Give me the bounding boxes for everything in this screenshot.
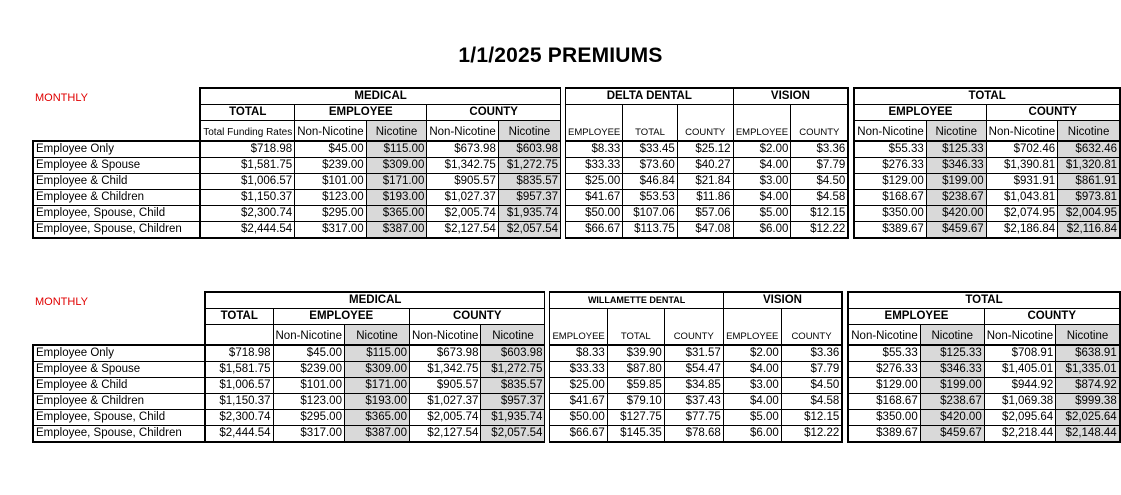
value-cell: $66.67 [550,426,607,443]
value-cell: $1,320.81 [1058,158,1120,174]
group-vision: VISION [733,88,848,105]
value-cell: $2,444.54 [205,426,273,443]
row-label: Employee & Spouse [33,158,200,174]
value-cell: $387.00 [366,222,427,239]
value-cell: $46.84 [623,174,678,190]
value-cell: $673.98 [427,141,498,158]
value-cell: $45.00 [273,345,344,362]
value-cell: $4.00 [723,394,781,410]
dental-total-header: TOTAL [607,309,664,346]
value-cell: $129.00 [848,378,920,394]
value-cell: $171.00 [366,174,427,190]
value-cell: $276.33 [854,158,926,174]
value-cell: $459.67 [926,222,986,239]
value-cell: $365.00 [344,410,409,426]
value-cell: $638.91 [1056,345,1120,362]
value-cell: $2,057.54 [481,426,545,443]
sub-total-county: COUNTY [984,309,1119,325]
value-cell: $295.00 [295,206,366,222]
value-cell: $4.00 [723,362,781,378]
premium-table-1 [32,87,1121,239]
row-label: Employee & Children [33,394,205,410]
value-cell: $2.00 [723,345,781,362]
value-cell: $77.75 [664,410,723,426]
value-cell: $238.67 [926,190,986,206]
monthly-label-2: MONTHLY [35,296,88,308]
value-cell: $31.57 [664,345,723,362]
vision-county-header: COUNTY [781,309,842,346]
value-cell: $3.36 [791,141,848,158]
group-total: TOTAL [848,292,1119,309]
value-cell: $21.84 [677,174,733,190]
value-cell: $1,272.75 [481,362,545,378]
table-row [33,158,1120,174]
value-cell: $973.81 [1058,190,1120,206]
row-label: Employee, Spouse, Child [33,410,205,426]
value-cell: $2,127.54 [427,222,498,239]
value-cell: $1,390.81 [986,158,1057,174]
group-medical: MEDICAL [200,88,560,105]
value-cell: $41.67 [566,190,623,206]
value-cell: $59.85 [607,378,664,394]
value-cell: $632.46 [1058,141,1120,158]
value-cell: $101.00 [273,378,344,394]
value-cell: $12.22 [791,222,848,239]
value-cell: $55.33 [848,345,920,362]
value-cell: $55.33 [854,141,926,158]
sub-employee: EMPLOYEE [295,105,427,121]
corner-blank [33,121,200,142]
sub-total: TOTAL [200,105,294,121]
row-label: Employee & Child [33,174,200,190]
value-cell: $1,150.37 [200,190,294,206]
gap [545,325,550,346]
value-cell: $239.00 [295,158,366,174]
value-cell: $4.00 [733,158,791,174]
dental-county-header: COUNTY [664,309,723,346]
value-cell: $33.33 [566,158,623,174]
total-cty-nicotine-header: Nicotine [1058,121,1120,142]
value-cell: $8.33 [566,141,623,158]
value-cell: $350.00 [854,206,926,222]
value-cell: $66.67 [566,222,623,239]
value-cell: $25.12 [677,141,733,158]
value-cell: $365.00 [366,206,427,222]
value-cell: $107.06 [623,206,678,222]
emp-non-nicotine-header: Non-Nicotine [273,325,344,346]
table-row [33,362,1120,378]
corner-blank [33,105,200,121]
total-emp-non-nicotine-header: Non-Nicotine [848,325,920,346]
value-cell: $78.68 [664,426,723,443]
value-cell: $25.00 [550,378,607,394]
cty-non-nicotine-header: Non-Nicotine [427,121,498,142]
value-cell: $1,335.01 [1056,362,1120,378]
value-cell: $999.38 [1056,394,1120,410]
value-cell: $57.06 [677,206,733,222]
value-cell: $40.27 [677,158,733,174]
value-cell: $1,272.75 [498,158,560,174]
value-cell: $2,095.64 [984,410,1055,426]
sub-total-county: COUNTY [986,105,1120,121]
premium-table-2 [32,291,1121,443]
table-row [33,174,1120,190]
sub-county: COUNTY [409,309,544,325]
row-label: Employee & Children [33,190,200,206]
value-cell: $6.00 [723,426,781,443]
value-cell: $387.00 [344,426,409,443]
total-emp-nicotine-header: Nicotine [920,325,984,346]
corner-blank [33,292,205,309]
table-row [33,378,1120,394]
value-cell: $6.00 [733,222,791,239]
cty-non-nicotine-header: Non-Nicotine [409,325,480,346]
vision-county-header: COUNTY [791,105,848,142]
value-cell: $45.00 [295,141,366,158]
value-cell: $3.00 [723,378,781,394]
value-cell: $1,006.57 [200,174,294,190]
value-cell: $127.75 [607,410,664,426]
table-row [33,141,1120,158]
monthly-label-1: MONTHLY [35,92,88,104]
value-cell: $1,342.75 [409,362,480,378]
value-cell: $420.00 [926,206,986,222]
value-cell: $123.00 [273,394,344,410]
cty-nicotine-header: Nicotine [481,325,545,346]
value-cell: $718.98 [205,345,273,362]
value-cell: $276.33 [848,362,920,378]
group-total: TOTAL [854,88,1120,105]
emp-nicotine-header: Nicotine [344,325,409,346]
table-row [33,206,1120,222]
value-cell: $238.67 [920,394,984,410]
value-cell: $2,074.95 [986,206,1057,222]
value-cell: $199.00 [920,378,984,394]
value-cell: $1,006.57 [205,378,273,394]
group-vision: VISION [723,292,842,309]
total-emp-non-nicotine-header: Non-Nicotine [854,121,926,142]
value-cell: $1,581.75 [200,158,294,174]
value-cell: $129.00 [854,174,926,190]
value-cell: $2,025.64 [1056,410,1120,426]
emp-non-nicotine-header: Non-Nicotine [295,121,366,142]
value-cell: $1,405.01 [984,362,1055,378]
value-cell: $168.67 [848,394,920,410]
value-cell: $39.90 [607,345,664,362]
value-cell: $41.67 [550,394,607,410]
value-cell: $12.15 [791,206,848,222]
row-label: Employee, Spouse, Child [33,206,200,222]
table-row [33,190,1120,206]
table-row [33,426,1120,443]
dental-total-header: TOTAL [623,105,678,142]
gap [561,121,566,142]
value-cell: $1,935.74 [481,410,545,426]
corner-blank [33,325,205,346]
value-cell: $874.92 [1056,378,1120,394]
row-label: Employee Only [33,345,205,362]
total-cty-non-nicotine-header: Non-Nicotine [986,121,1057,142]
page-title: 1/1/2025 PREMIUMS [458,44,663,67]
value-cell: $2,300.74 [200,206,294,222]
value-cell: $53.53 [623,190,678,206]
dental-employee-header: EMPLOYEE [550,309,607,346]
value-cell: $87.80 [607,362,664,378]
value-cell: $835.57 [498,174,560,190]
group-medical: MEDICAL [205,292,545,309]
value-cell: $37.43 [664,394,723,410]
dental-county-header: COUNTY [677,105,733,142]
value-cell: $1,581.75 [205,362,273,378]
value-cell: $2,186.84 [986,222,1057,239]
value-cell: $4.00 [733,190,791,206]
value-cell: $905.57 [409,378,480,394]
sub-total: TOTAL [205,309,273,325]
table-row [33,345,1120,362]
value-cell: $199.00 [926,174,986,190]
value-cell: $2.00 [733,141,791,158]
value-cell: $7.79 [791,158,848,174]
value-cell: $389.67 [854,222,926,239]
value-cell: $2,218.44 [984,426,1055,443]
value-cell: $1,027.37 [427,190,498,206]
value-cell: $145.35 [607,426,664,443]
dental-employee-header: EMPLOYEE [566,105,623,142]
value-cell: $673.98 [409,345,480,362]
value-cell: $4.58 [791,190,848,206]
value-cell: $8.33 [550,345,607,362]
value-cell: $7.79 [781,362,842,378]
value-cell: $905.57 [427,174,498,190]
value-cell: $73.60 [623,158,678,174]
value-cell: $79.10 [607,394,664,410]
value-cell: $193.00 [344,394,409,410]
value-cell: $3.00 [733,174,791,190]
value-cell: $11.86 [677,190,733,206]
sub-county: COUNTY [427,105,561,121]
value-cell: $125.33 [926,141,986,158]
value-cell: $1,150.37 [205,394,273,410]
value-cell: $50.00 [566,206,623,222]
value-cell: $33.45 [623,141,678,158]
value-cell: $2,004.95 [1058,206,1120,222]
value-cell: $1,043.81 [986,190,1057,206]
value-cell: $47.08 [677,222,733,239]
row-label: Employee & Spouse [33,362,205,378]
value-cell: $193.00 [366,190,427,206]
value-cell: $4.58 [781,394,842,410]
total-emp-nicotine-header: Nicotine [926,121,986,142]
value-cell: $12.22 [781,426,842,443]
total-cty-nicotine-header: Nicotine [1056,325,1120,346]
value-cell: $115.00 [366,141,427,158]
value-cell: $239.00 [273,362,344,378]
cty-nicotine-header: Nicotine [498,121,560,142]
value-cell: $346.33 [926,158,986,174]
value-cell: $25.00 [566,174,623,190]
vision-employee-header: EMPLOYEE [733,105,791,142]
value-cell: $1,027.37 [409,394,480,410]
value-cell: $944.92 [984,378,1055,394]
value-cell: $861.91 [1058,174,1120,190]
value-cell: $1,935.74 [498,206,560,222]
value-cell: $420.00 [920,410,984,426]
vision-employee-header: EMPLOYEE [723,309,781,346]
value-cell: $2,116.84 [1058,222,1120,239]
value-cell: $317.00 [295,222,366,239]
corner-blank [33,309,205,325]
value-cell: $603.98 [481,345,545,362]
value-cell: $4.50 [781,378,842,394]
value-cell: $309.00 [366,158,427,174]
total-cty-non-nicotine-header: Non-Nicotine [984,325,1055,346]
value-cell: $4.50 [791,174,848,190]
sub-total-employee: EMPLOYEE [854,105,986,121]
value-cell: $2,444.54 [200,222,294,239]
value-cell: $33.33 [550,362,607,378]
row-label: Employee Only [33,141,200,158]
value-cell: $2,005.74 [409,410,480,426]
value-cell: $708.91 [984,345,1055,362]
corner-blank [33,88,200,105]
value-cell: $2,148.44 [1056,426,1120,443]
value-cell: $957.37 [481,394,545,410]
funding-header: Total Funding Rates [200,121,294,142]
value-cell: $125.33 [920,345,984,362]
value-cell: $113.75 [623,222,678,239]
value-cell: $459.67 [920,426,984,443]
value-cell: $2,300.74 [205,410,273,426]
group-dental: WILLAMETTE DENTAL [550,292,723,309]
value-cell: $718.98 [200,141,294,158]
value-cell: $115.00 [344,345,409,362]
table-row [33,394,1120,410]
value-cell: $5.00 [733,206,791,222]
value-cell: $101.00 [295,174,366,190]
value-cell: $931.91 [986,174,1057,190]
value-cell: $957.37 [498,190,560,206]
value-cell: $835.57 [481,378,545,394]
value-cell: $5.00 [723,410,781,426]
value-cell: $389.67 [848,426,920,443]
value-cell: $317.00 [273,426,344,443]
row-label: Employee & Child [33,378,205,394]
value-cell: $309.00 [344,362,409,378]
value-cell: $34.85 [664,378,723,394]
value-cell: $123.00 [295,190,366,206]
sub-employee: EMPLOYEE [273,309,409,325]
value-cell: $12.15 [781,410,842,426]
value-cell: $350.00 [848,410,920,426]
value-cell: $3.36 [781,345,842,362]
value-cell: $1,342.75 [427,158,498,174]
row-label: Employee, Spouse, Children [33,426,205,443]
row-label: Employee, Spouse, Children [33,222,200,239]
value-cell: $295.00 [273,410,344,426]
emp-nicotine-header: Nicotine [366,121,427,142]
value-cell: $702.46 [986,141,1057,158]
value-cell: $2,127.54 [409,426,480,443]
value-cell: $50.00 [550,410,607,426]
funding-header [205,325,273,346]
value-cell: $2,057.54 [498,222,560,239]
sub-total-employee: EMPLOYEE [848,309,984,325]
value-cell: $603.98 [498,141,560,158]
table-row [33,222,1120,239]
value-cell: $1,069.38 [984,394,1055,410]
value-cell: $346.33 [920,362,984,378]
value-cell: $168.67 [854,190,926,206]
value-cell: $171.00 [344,378,409,394]
value-cell: $2,005.74 [427,206,498,222]
value-cell: $54.47 [664,362,723,378]
table-row [33,410,1120,426]
group-dental: DELTA DENTAL [566,88,734,105]
